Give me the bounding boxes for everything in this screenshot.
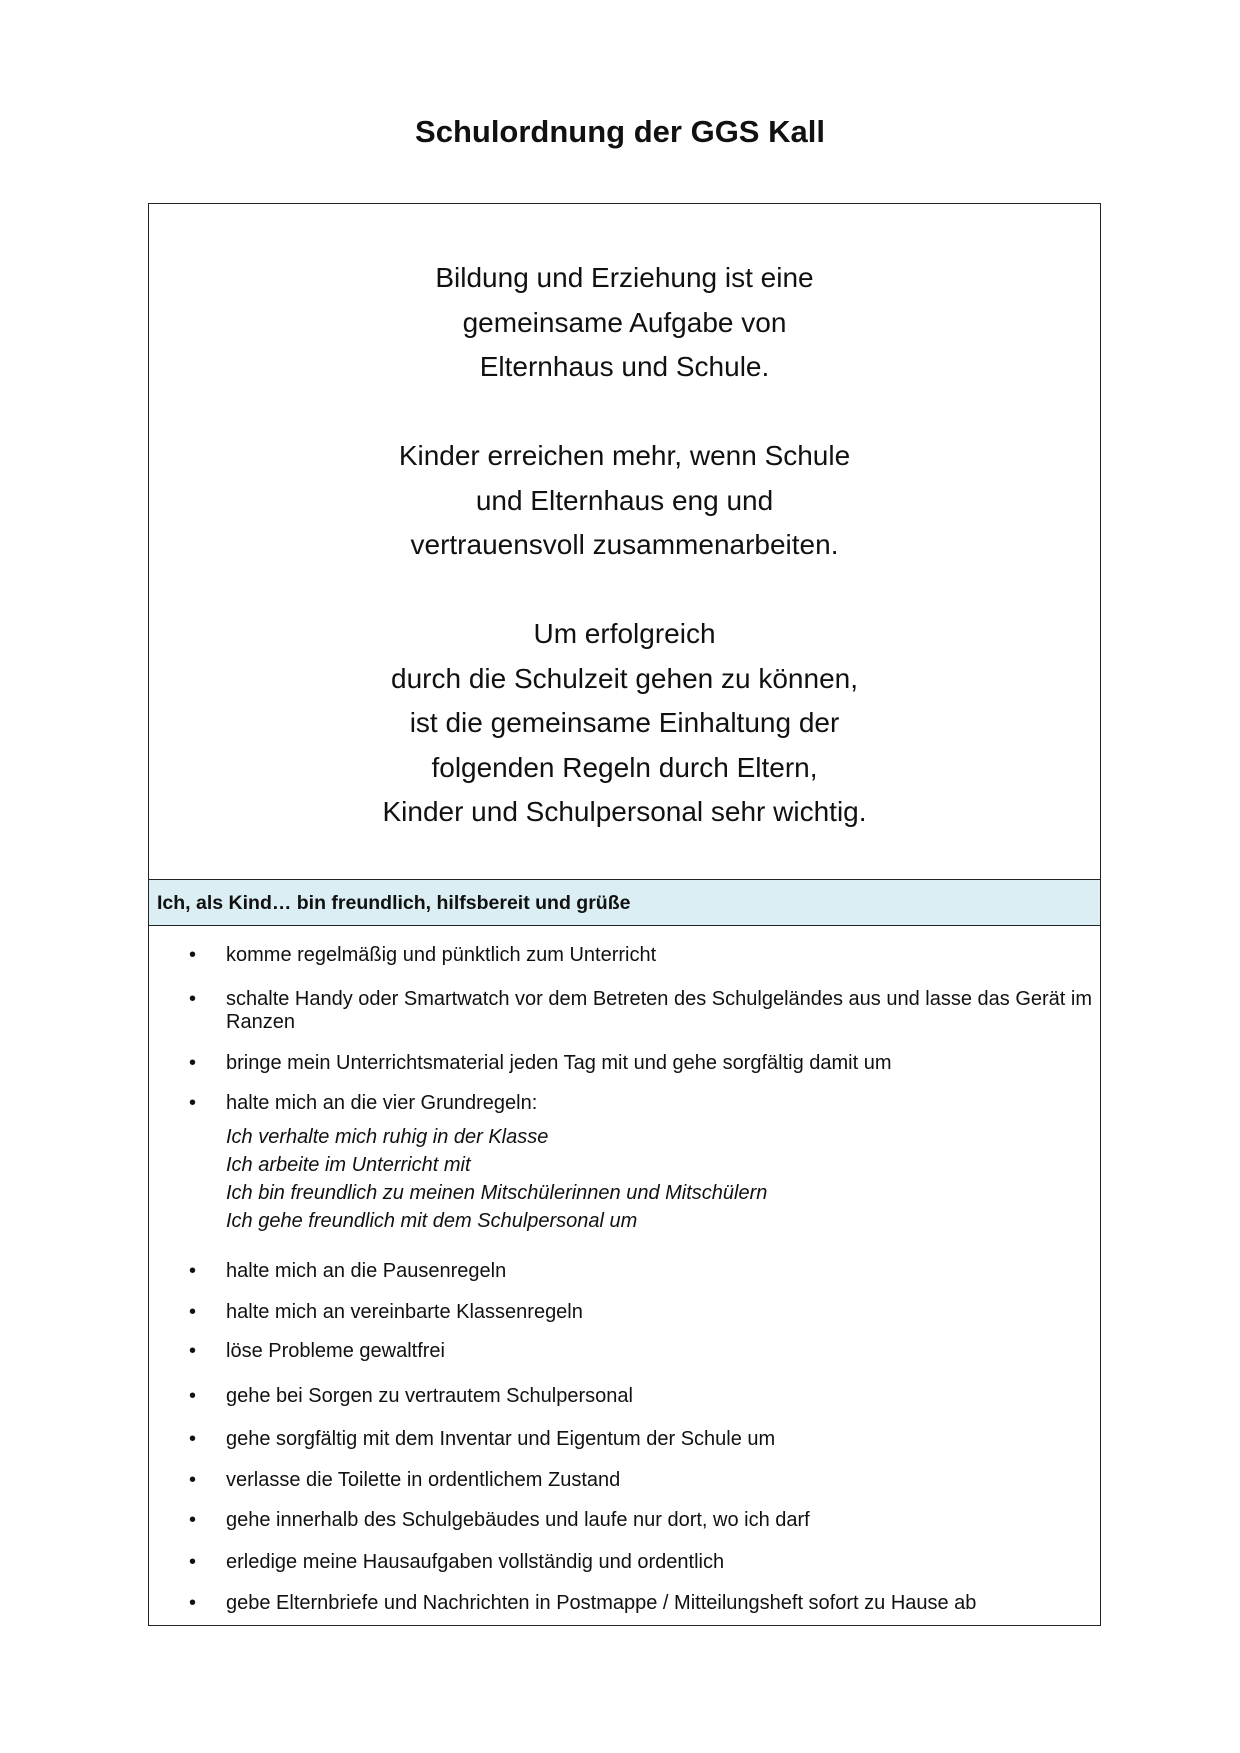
item-text: bringe mein Unterrichtsmaterial jeden Tag mit und gehe sorgfältig damit um bbox=[226, 1052, 892, 1074]
rules-box bbox=[148, 203, 1101, 1626]
intro-paragraph-2 bbox=[149, 434, 1100, 568]
bullet-icon: • bbox=[189, 1592, 197, 1614]
bullet-icon: • bbox=[189, 1260, 197, 1282]
grundregel: Ich bin freundlich zu meinen Mitschülerinnen und Mitschülern bbox=[226, 1182, 768, 1204]
bullet-icon: • bbox=[189, 1551, 197, 1573]
intro-line: folgenden Regeln durch Eltern, bbox=[431, 751, 818, 783]
intro-line: Um erfolgreich bbox=[533, 618, 716, 649]
bullet-icon: • bbox=[189, 1385, 197, 1407]
bullet-icon: • bbox=[189, 944, 197, 966]
intro-line: Bildung und Erziehung ist eine bbox=[435, 262, 814, 293]
bullet-icon: • bbox=[189, 1052, 197, 1074]
intro-line: Elternhaus und Schule. bbox=[479, 351, 770, 383]
item-text: halte mich an die Pausenregeln bbox=[226, 1260, 507, 1282]
item-text: gehe sorgfältig mit dem Inventar und Eigentum der Schule um bbox=[226, 1428, 776, 1450]
bullet-icon: • bbox=[189, 1509, 197, 1531]
intro-paragraph-1 bbox=[149, 256, 1100, 390]
grundregel: Ich gehe freundlich mit dem Schulpersonal um bbox=[226, 1210, 638, 1232]
item-text: erledige meine Hausaufgaben vollständig und ordentlich bbox=[226, 1551, 725, 1573]
item-text: schalte Handy oder Smartwatch vor dem Betreten des Schulgeländes aus und lasse das Gerät im Ranzen bbox=[226, 988, 1093, 1033]
intro-line: durch die Schulzeit gehen zu können, bbox=[391, 662, 858, 694]
item-text: komme regelmäßig und pünktlich zum Unterricht bbox=[226, 944, 657, 966]
grundregel: Ich arbeite im Unterricht mit bbox=[226, 1154, 471, 1176]
bullet-icon: • bbox=[189, 1092, 197, 1114]
intro-line: Kinder und Schulpersonal sehr wichtig. bbox=[382, 796, 867, 828]
item-text: halte mich an vereinbarte Klassenregeln bbox=[226, 1301, 583, 1323]
bullet-icon: • bbox=[189, 1428, 197, 1450]
item-text: halte mich an die vier Grundregeln: bbox=[226, 1092, 538, 1114]
item-text: gehe bei Sorgen zu vertrautem Schulpersonal bbox=[226, 1385, 633, 1407]
intro-line: ist die gemeinsame Einhaltung der bbox=[409, 707, 840, 739]
item-text: löse Probleme gewaltfrei bbox=[226, 1340, 445, 1362]
grundregel: Ich verhalte mich ruhig in der Klasse bbox=[226, 1126, 549, 1148]
section-header-text: Ich, als Kind… bin freundlich, hilfsbereit und grüße bbox=[157, 892, 631, 914]
item-text: verlasse die Toilette in ordentlichem Zustand bbox=[226, 1469, 621, 1491]
item-text: gehe innerhalb des Schulgebäudes und laufe nur dort, wo ich darf bbox=[226, 1509, 810, 1531]
bullet-icon: • bbox=[189, 1469, 197, 1491]
page-title: Schulordnung der GGS Kall bbox=[415, 114, 825, 149]
section-header bbox=[149, 879, 1100, 926]
bullet-icon: • bbox=[189, 988, 197, 1010]
intro-line: Kinder erreichen mehr, wenn Schule bbox=[398, 440, 851, 471]
intro-line: und Elternhaus eng und bbox=[475, 484, 774, 516]
bullet-icon: • bbox=[189, 1301, 197, 1323]
item-text: gebe Elternbriefe und Nachrichten in Postmappe / Mitteilungsheft sofort zu Hause ab bbox=[226, 1592, 977, 1614]
intro-paragraph-3 bbox=[149, 612, 1100, 835]
bullet-icon: • bbox=[189, 1340, 197, 1362]
intro-line: vertrauensvoll zusammenarbeiten. bbox=[410, 529, 839, 561]
intro-line: gemeinsame Aufgabe von bbox=[462, 306, 787, 338]
